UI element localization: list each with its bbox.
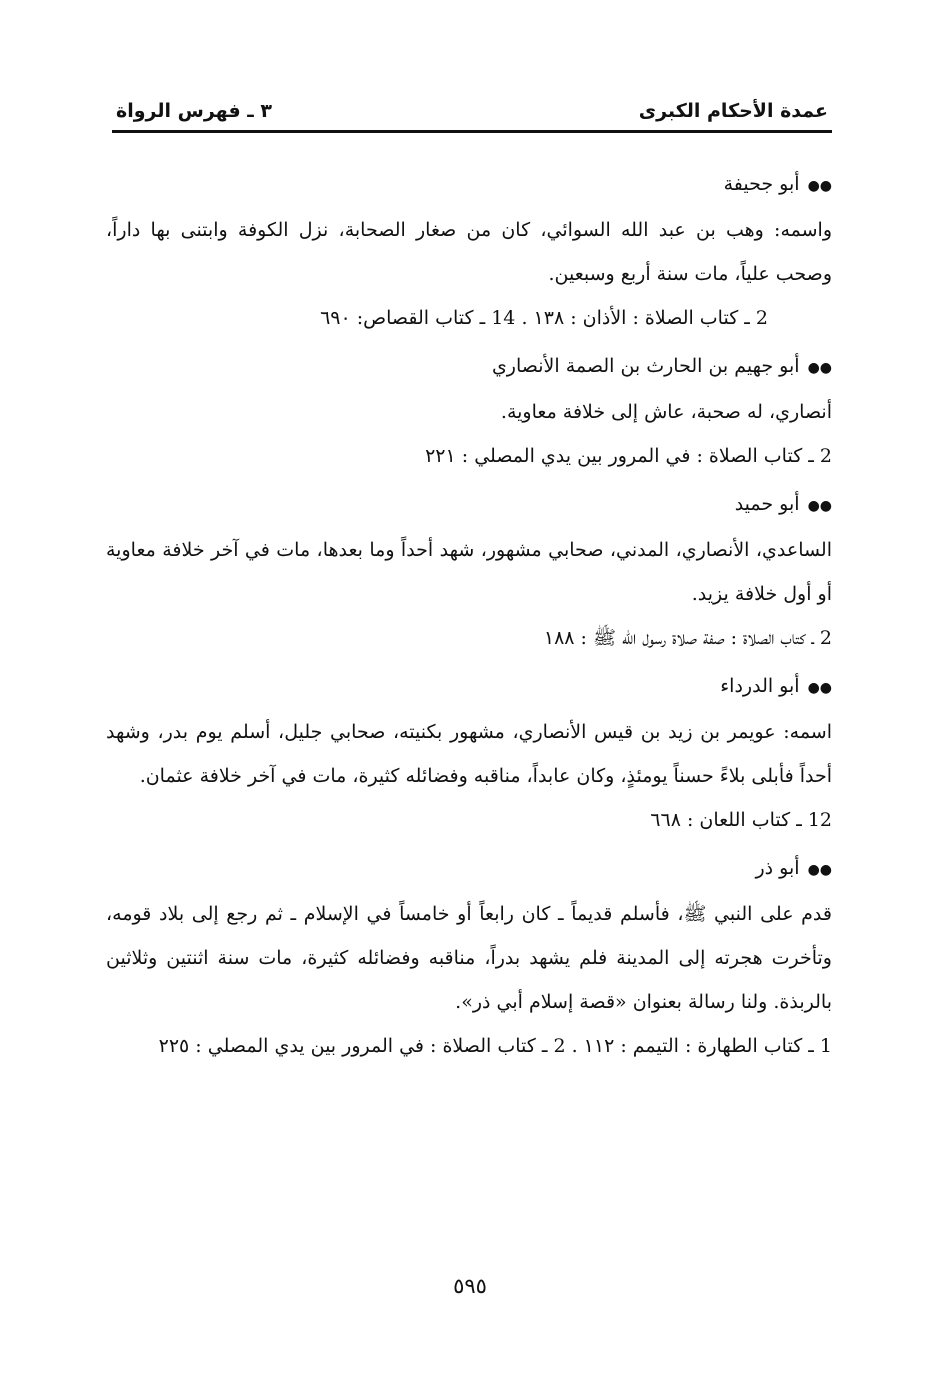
entry-name: ●●أبو جحيفة xyxy=(723,173,832,195)
entry-reference: 12 ـ كتاب اللعان : ٦٦٨ xyxy=(650,809,832,831)
entry xyxy=(106,164,832,340)
entry-bio: قدم على النبي ﷺ، فأسلم قديماً ـ كان رابعاً أو خامساً في الإسلام ـ ثم رجع إلى بلاد قومه، وتأخرت هجرته إلى المدينة فلم يشهد بدراً، مناقبه وفضائله كثيرة، مات سنة اثنتين وثلاثين بالربذة. ولنا رسالة بعنوان «قصة إسلام أبي ذر». xyxy=(106,903,832,1013)
bullet-icon: ●● xyxy=(807,360,832,376)
narrators-index xyxy=(106,158,832,1070)
entry-bio: الساعدي، الأنصاري، المدني، صحابي مشهور، شهد أحداً وما بعدها، مات في آخر خلافة معاوية أو أول خلافة يزيد. xyxy=(106,539,832,605)
entry xyxy=(106,484,832,660)
entry-name: ●●أبو ذر xyxy=(755,857,832,879)
entry-reference: 2 ـ كتاب الصلاة : صفة صلاة رسول الله ﷺ : ١٨٨ xyxy=(543,627,832,649)
entry xyxy=(106,666,832,842)
entry-reference: 1 ـ كتاب الطهارة : التيمم : ١١٢ . 2 ـ كتاب الصلاة : في المرور بين يدي المصلي : ٢٢٥ xyxy=(158,1035,832,1057)
entry-name: ●●أبو حميد xyxy=(734,493,832,515)
entry xyxy=(106,848,832,1068)
entry xyxy=(106,346,832,478)
bullet-icon: ●● xyxy=(807,178,832,194)
book-title: عمدة الأحكام الكبرى xyxy=(638,100,828,122)
bullet-icon: ●● xyxy=(807,680,832,696)
section-title: ٣ ـ فهرس الرواة xyxy=(116,100,272,122)
entry-reference: 2 ـ كتاب الصلاة : الأذان : ١٣٨ . 14 ـ كتاب القصاص: ٦٩٠ xyxy=(320,307,768,329)
entry-reference: 2 ـ كتاب الصلاة : في المرور بين يدي المصلي : ٢٢١ xyxy=(425,445,832,467)
page-number: ٥٩٥ xyxy=(453,1274,487,1298)
entry-bio: واسمه: وهب بن عبد الله السوائي، كان من صغار الصحابة، نزل الكوفة وابتنى بها داراً، وصحب علياً، مات سنة أربع وسبعين. xyxy=(106,219,832,285)
bullet-icon: ●● xyxy=(807,498,832,514)
entry-name: ●●أبو الدرداء xyxy=(720,675,832,697)
entry-bio: أنصاري، له صحبة، عاش إلى خلافة معاوية. xyxy=(500,401,832,423)
bullet-icon: ●● xyxy=(807,862,832,878)
entry-name: ●●أبو جهيم بن الحارث بن الصمة الأنصاري xyxy=(491,355,832,377)
running-header xyxy=(112,96,832,133)
entry-bio: اسمه: عويمر بن زيد بن قيس الأنصاري، مشهور بكنيته، صحابي جليل، أسلم يوم بدر، وشهد أحداً فأبلى بلاءً حسناً يومئذٍ، وكان عابداً، مناقبه وفضائله كثيرة، مات في آخر خلافة عثمان. xyxy=(106,721,832,787)
